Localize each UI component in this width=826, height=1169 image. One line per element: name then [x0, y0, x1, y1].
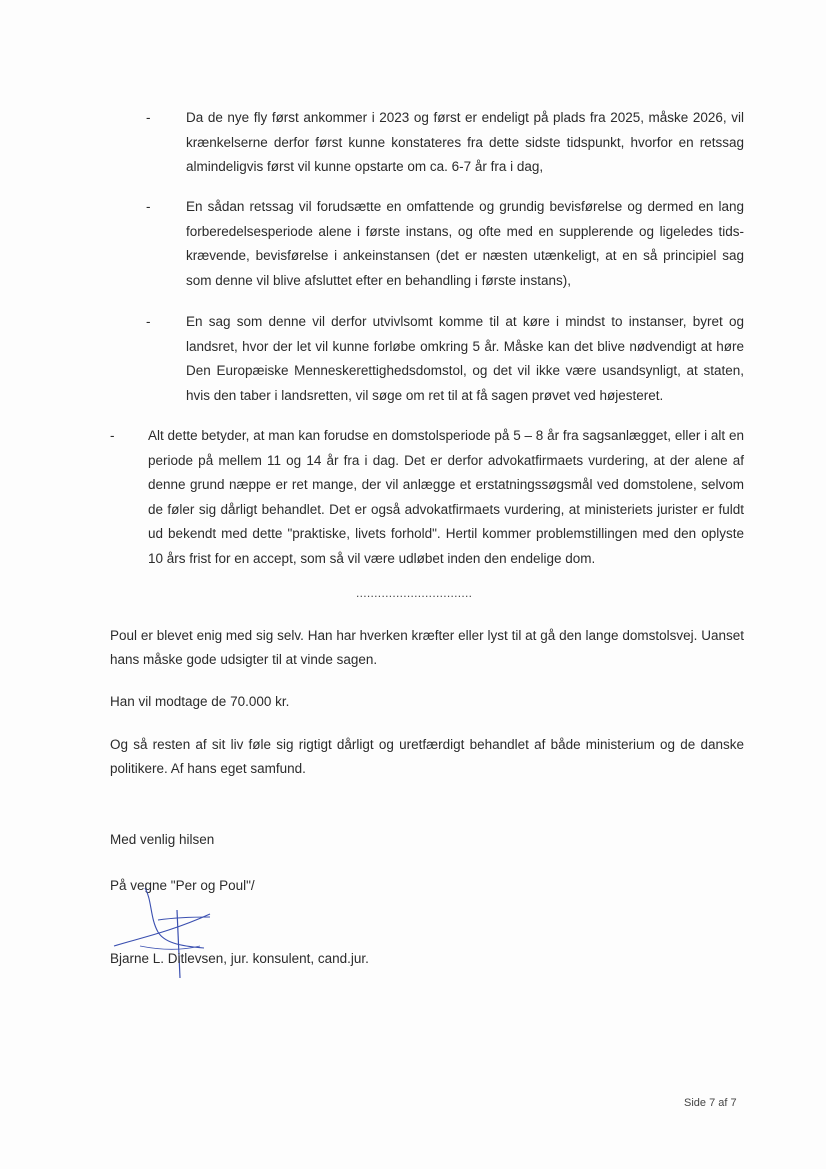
bullet-dash: - [146, 110, 151, 125]
bullet-dash: - [110, 428, 115, 443]
closing-on-behalf: På vegne "Per og Poul"/ [110, 878, 255, 893]
paragraph: Og så resten af sit liv føle sig rigtigt dårligt og uretfærdigt behandlet af både ministerium og de danske politikere. Af hans eget samfund. [110, 737, 744, 776]
signer-line: Bjarne L. Ditlevsen, jur. konsulent, cand.jur. [110, 951, 369, 966]
bullet-text: Da de nye fly først ankommer i 2023 og først er endeligt på plads fra 2025, måske 2026, vil krænkelserne derfor først kunne konstateres fra dette sidste tidspunkt, hvorfor en retssag almindeligvis først vil kunne opstarte om ca. 6-7 år fra i dag, [186, 110, 744, 174]
bullet-dash: - [146, 314, 151, 329]
bullet-text: En sådan retssag vil forudsætte en omfattende og grundig bevisførelse og dermed en lang forberedelsesperiode alene i første instans, og ofte med en supplerende og ligeledes tids-krævende, bevisførelse i ankeinstansen (det er næsten utænkeligt, at en så principiel sag som denne vil blive afsluttet efter en behandling i første instans), [186, 199, 744, 288]
closing-greeting: Med venlig hilsen [110, 832, 215, 847]
bullet-text: Alt dette betyder, at man kan forudse en domstolsperiode på 5 – 8 år fra sagsanlægget, eller i alt en periode på mellem 11 og 14 år fra i dag. Det er derfor advokatfirmaets vurdering, at der alene af denne grund næppe er ret mange, der vil anlægge et erstatningssøgsmål ved domstolene, selvom de føler sig dårligt behandlet. Det er også advokatfirmaets vurdering, at ministeriets jurister er fuldt ud bekendt med dette "praktiske, livets forhold". Hertil kommer problemstillingen med den oplyste 10 års frist for en accept, som så vil være udløbet inden den endelige dom. [148, 428, 744, 566]
bullet-text: En sag som denne vil derfor utvivlsomt komme til at køre i mindst to instanser, byret og landsret, hvor der let vil kunne forløbe omkring 5 år. Måske kan det blive nødvendigt at høre Den Europæiske Menneskerettighedsdomstol, og det vil ikke være usandsynligt, at staten, hvis den taber i landsretten, vil søge om ret til at få sagen prøvet ved højesteret. [186, 314, 744, 403]
section-separator: ................................ [356, 586, 473, 600]
bullet-dash: - [146, 199, 151, 214]
paragraph: Han vil modtage de 70.000 kr. [110, 694, 290, 709]
page-number: Side 7 af 7 [684, 1097, 737, 1109]
paragraph: Poul er blevet enig med sig selv. Han har hverken kræfter eller lyst til at gå den lange domstolsvej. Uanset hans måske gode udsigter til at vinde sagen. [110, 628, 744, 667]
